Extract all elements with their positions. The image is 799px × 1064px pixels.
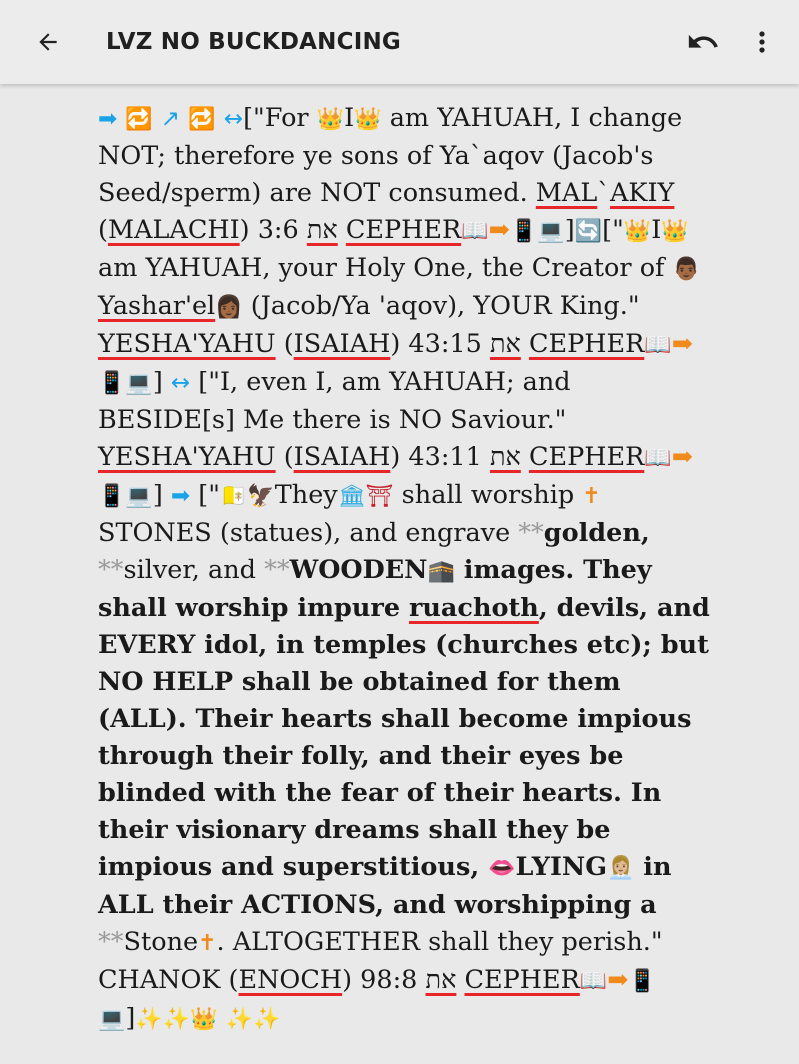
page-title: LVZ NO BUCKDANCING [106, 29, 401, 55]
crown-icon: 👑 [316, 107, 345, 132]
sparkles-icon: ✨ [225, 1007, 254, 1032]
yasharel-link: Yashar'el [98, 291, 216, 321]
text: ["I, even I, am YAHUAH; and BESIDE[s] Me there is NO Saviour." [98, 367, 571, 435]
text: ` [597, 178, 611, 208]
crown-icon: 👑 [623, 219, 652, 244]
cross-icon: ✝ [582, 484, 601, 509]
phone-icon: 📱 [98, 484, 126, 509]
text: STONES (statues), and engrave [98, 518, 519, 548]
reference-book: AKIY [610, 178, 675, 208]
arrow-ne-icon: ↗ [160, 106, 181, 132]
undo-button[interactable] [681, 20, 725, 64]
text: They [274, 480, 338, 510]
arrow-right-icon: ➡ [671, 329, 694, 359]
bold-text: LYING [515, 852, 608, 882]
computer-icon: 💻 [537, 219, 565, 244]
text: I [344, 103, 355, 133]
bold-text: WOODEN [289, 555, 428, 585]
book-icon: 📖 [461, 219, 489, 244]
arrow-right-icon: ➡ [488, 215, 510, 245]
cepher-label: CEPHER [345, 215, 462, 245]
hebrew-et: את [490, 442, 521, 472]
text: ) 3:6 [239, 215, 307, 245]
reference-book: MAL [535, 178, 598, 208]
text: [" [190, 480, 220, 510]
cross-icon: ✝ [198, 931, 217, 956]
more-options-button[interactable] [747, 20, 777, 64]
sparkles-icon: ✨ [162, 1007, 191, 1032]
text: [" [602, 215, 624, 245]
asterisks: ** [98, 927, 124, 957]
crown-icon: 👑 [190, 1007, 218, 1032]
message-body [98, 100, 710, 1038]
book-icon: 📖 [644, 446, 672, 471]
text: am YAHUAH, I change NOT; therefore ye sons of Ya`aqov (Jacob's Seed/sperm) are NOT consumed. [98, 103, 683, 208]
text: ( [275, 442, 294, 472]
hebrew-et: את [425, 965, 457, 995]
text: ) 43:11 [390, 442, 490, 472]
sparkles-icon: ✨ [253, 1007, 281, 1032]
phone-icon: 📱 [509, 219, 538, 244]
crown-icon: 👑 [354, 107, 382, 132]
text: silver, and [123, 555, 265, 585]
reference-book: ISAIAH [293, 329, 391, 359]
text: I [651, 215, 662, 245]
crown-icon: 👑 [661, 219, 689, 244]
phone-icon: 📱 [628, 969, 657, 994]
book-icon: 📖 [579, 969, 608, 994]
hebrew-et: את [306, 215, 338, 245]
text: ] [152, 480, 163, 510]
computer-icon: 💻 [125, 371, 153, 396]
text: ] [125, 1003, 136, 1033]
asterisks: ** [518, 518, 544, 548]
left-right-arrow-icon: ↔ [170, 370, 191, 396]
back-button[interactable] [28, 22, 68, 62]
arrow-right-icon: ➡ [607, 965, 629, 995]
asterisks: ** [264, 555, 290, 585]
man-icon: 👨🏾 [672, 257, 700, 282]
text: ] [564, 215, 575, 245]
text: ALTOGETHER shall they perish." CHANOK ( [98, 927, 663, 995]
cycle-icon: 🔄 [574, 219, 603, 244]
classical-building-icon: 🏛 [337, 484, 366, 509]
torii-icon: ⛩ [365, 484, 394, 509]
reference-book: YESHA'YAHU [98, 442, 276, 472]
woman-icon: 👩🏾 [215, 295, 243, 320]
arrow-right-icon: ➡ [671, 442, 694, 472]
eagle-icon: 🦅 [247, 484, 275, 509]
text: ["For [243, 103, 317, 133]
sparkles-icon: ✨ [135, 1007, 163, 1032]
arrow-back-icon [35, 29, 61, 55]
cepher-label: CEPHER [528, 329, 645, 359]
bold-text: golden, [543, 518, 650, 548]
kaaba-icon: 🕋 [427, 559, 455, 584]
left-right-arrow-icon: ↔ [223, 106, 244, 132]
text: ) 98:8 [342, 965, 426, 995]
office-worker-icon: 👩🏼‍💼 [607, 856, 635, 881]
reference-book: ISAIAH [293, 442, 391, 472]
text: am YAHUAH, your Holy One, the Creator of [98, 253, 673, 283]
computer-icon: 💻 [98, 1007, 126, 1032]
arrow-right-icon: ➡ [98, 106, 118, 132]
arrow-right-icon: ➡ [170, 483, 191, 509]
undo-icon [686, 25, 720, 59]
ruachoth-link: ruachoth [408, 593, 539, 623]
bold-text: in ALL their ACTIONS, and worshipping a [98, 852, 672, 920]
text: shall worship [393, 480, 583, 510]
text: ( [275, 329, 294, 359]
reference-book: ENOCH [238, 965, 343, 995]
text: ) 43:15 [390, 329, 490, 359]
hebrew-et: את [490, 329, 521, 359]
asterisks: ** [98, 555, 124, 585]
repeat-icon: 🔁 [188, 107, 216, 132]
app-bar [0, 0, 799, 84]
text: ( [98, 215, 108, 245]
bold-text: , devils, and EVERY idol, in temples (churches etc); but NO HELP shall be obtained for them (ALL). Their hearts shall become impious through their folly, and their eyes be blinded with the fear of their hearts. In their visionary dreams shall they be impious and superstitious, [98, 593, 710, 882]
computer-icon: 💻 [125, 484, 153, 509]
text: (Jacob/Ya 'aqov), YOUR King." [242, 291, 640, 321]
flag-icon: 🇻🇦 [219, 484, 248, 509]
bold-text: images. They shall worship impure [98, 555, 652, 623]
cepher-label: CEPHER [528, 442, 645, 472]
text: ] [152, 367, 171, 397]
lips-icon: 👄 [488, 856, 516, 881]
repeat-icon: 🔁 [125, 107, 153, 132]
reference-book: YESHA'YAHU [98, 329, 276, 359]
phone-icon: 📱 [98, 371, 126, 396]
more-vert-icon [758, 30, 766, 54]
book-icon: 📖 [644, 333, 672, 358]
text: . [216, 927, 225, 957]
text: Stone [123, 927, 199, 957]
cepher-label: CEPHER [464, 965, 580, 995]
scripture-text [98, 100, 710, 1038]
reference-book: MALACHI [107, 215, 240, 245]
